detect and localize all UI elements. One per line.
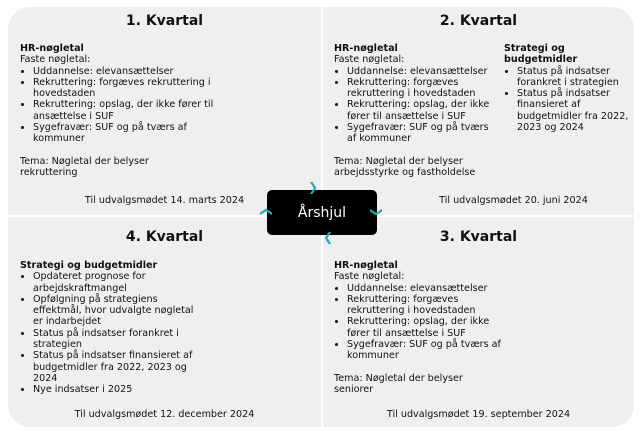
list-item: • Opdateret prognose for arbejdskraftmangel bbox=[33, 271, 205, 294]
q2-section-heading: HR-nøgletal bbox=[334, 43, 398, 54]
cycle-arrow-bottom-icon: ❯ bbox=[323, 232, 334, 246]
q3-subsection: Faste nøgletal: bbox=[334, 271, 405, 283]
list-item: • Rekruttering: opslag, der ikke fører til ansættelse i SUF bbox=[347, 99, 499, 122]
q1-section-heading: HR-nøgletal bbox=[20, 43, 84, 54]
list-item: • Uddannelse: elevansættelser bbox=[347, 66, 499, 77]
list-item: • Status på indsatser finansieret af budgetmidler fra 2022, 2023 og 2024 bbox=[33, 350, 205, 384]
list-item: • Rekruttering: opslag, der ikke fører til ansættelse i SUF bbox=[347, 316, 504, 339]
quarter-2-panel bbox=[323, 7, 634, 218]
q3-theme: Tema: Nøgletal der belyser seniorer bbox=[334, 372, 463, 395]
q2-strategy-list bbox=[504, 66, 632, 134]
list-item: • Rekruttering: forgæves rekruttering i hovedstaden bbox=[347, 77, 499, 100]
quarter-2-title: 2. Kvartal bbox=[439, 13, 518, 29]
q4-section-heading: Strategi og budgetmidler bbox=[20, 260, 158, 271]
cycle-arrow-left-icon: ❯ bbox=[258, 206, 273, 218]
q2-subsection: Faste nøgletal: bbox=[334, 54, 405, 66]
list-item: • Sygefravær: SUF og på tværs af kommuner bbox=[347, 122, 499, 145]
quarter-4-title: 4. Kvartal bbox=[125, 229, 204, 245]
quarter-1-panel bbox=[8, 7, 321, 218]
q3-section-heading: HR-nøgletal bbox=[334, 260, 398, 271]
center-hub bbox=[267, 190, 377, 235]
list-item: • Sygefravær: SUF og på tværs af kommuner bbox=[347, 339, 504, 362]
list-item: • Nye indsatser i 2025 bbox=[33, 384, 205, 395]
q2-items-list bbox=[334, 66, 499, 145]
q4-items-list bbox=[20, 271, 205, 395]
quarter-3-panel bbox=[323, 217, 634, 427]
q2-footer: Til udvalgsmødet 20. juni 2024 bbox=[439, 195, 588, 206]
list-item: • Opfølgning på strategiens effektmål, hvor udvalgte nøgletal er indarbejdet bbox=[33, 294, 205, 328]
q4-footer: Til udvalgsmødet 12. december 2024 bbox=[74, 409, 255, 420]
q2-theme: Tema: Nøgletal der belyser arbejdsstyrke og fastholdelse bbox=[334, 155, 476, 178]
q1-theme: Tema: Nøgletal der belyser rekruttering bbox=[20, 155, 149, 178]
q3-items-list bbox=[334, 283, 504, 362]
list-item: • Sygefravær: SUF og på tværs af kommuner bbox=[33, 122, 220, 145]
list-item: • Rekruttering: opslag, der ikke fører til ansættelse i SUF bbox=[33, 99, 220, 122]
list-item: • Uddannelse: elevansættelser bbox=[347, 283, 504, 294]
list-item: • Uddannelse: elevansættelser bbox=[33, 66, 220, 77]
cycle-arrow-right-icon: ❯ bbox=[370, 206, 385, 218]
q2-strategy-heading: Strategi og budgetmidler bbox=[504, 43, 578, 66]
quarter-4-panel bbox=[8, 217, 321, 427]
cycle-arrow-top-icon: ❯ bbox=[308, 180, 319, 194]
q1-footer: Til udvalgsmødet 14. marts 2024 bbox=[84, 195, 245, 206]
list-item: • Rekruttering: forgæves rekruttering i hovedstaden bbox=[347, 294, 504, 317]
list-item: • Status på indsatser forankret i strategien bbox=[33, 328, 205, 351]
q1-subsection: Faste nøgletal: bbox=[20, 54, 91, 66]
center-hub-label: Årshjul bbox=[297, 204, 347, 221]
quarter-1-title: 1. Kvartal bbox=[125, 13, 204, 29]
list-item: • Status på indsatser finansieret af budgetmidler fra 2022, 2023 og 2024 bbox=[517, 88, 632, 133]
q1-items-list bbox=[20, 66, 220, 145]
list-item: • Status på indsatser forankret i strategien bbox=[517, 66, 632, 89]
quarter-3-title: 3. Kvartal bbox=[439, 229, 518, 245]
list-item: • Rekruttering: forgæves rekruttering i hovedstaden bbox=[33, 77, 220, 100]
q3-footer: Til udvalgsmødet 19. september 2024 bbox=[386, 409, 571, 420]
